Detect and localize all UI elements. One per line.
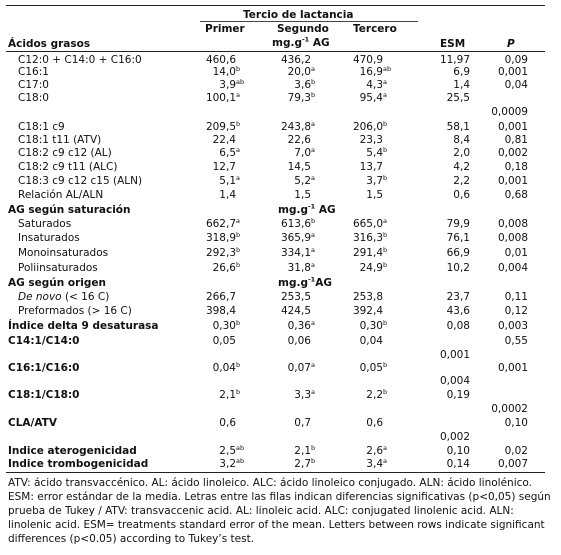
- idx-row-9-tercero: 2,6$^a$: [366, 443, 387, 457]
- row-3-segundo-value: 79,3: [287, 92, 311, 104]
- idx-row-7-p: 0,10: [504, 417, 528, 429]
- section-origen-unit-sup: -1: [307, 275, 316, 284]
- sat-row-0-segundo-value: 613,6: [280, 218, 311, 230]
- row-1-label: C16:1: [18, 66, 49, 78]
- row-3-tercero-value: 95,4: [359, 92, 383, 104]
- row-5-tercero-value: 206,0: [352, 121, 383, 133]
- idx-row-4-esm: 0,004: [439, 375, 470, 387]
- idx-row-10-segundo: 2,7$^b$: [294, 456, 316, 470]
- row-5-segundo: 243,8$^a$: [280, 119, 315, 133]
- idx-row-7-segundo: [294, 417, 320, 429]
- row-1-segundo-value: 20,0: [287, 66, 311, 78]
- row-5-tercero: 206,0$^b$: [352, 119, 388, 133]
- idx-row-7-primer-value: 0,6: [219, 417, 236, 429]
- section-origen-unit: [278, 277, 332, 289]
- row-8-primer: [213, 161, 245, 173]
- idx-row-5-tercero-value: 2,2: [366, 389, 383, 401]
- row-6-segundo: [288, 134, 320, 146]
- row-5-esm: 58,1: [446, 121, 470, 133]
- idx-row-5-primer-value: 2,1: [219, 389, 236, 401]
- row-5-segundo-value: 243,8: [280, 121, 311, 133]
- table-top-rule: [6, 5, 545, 6]
- row-10-esm: 0,6: [453, 189, 470, 201]
- idx-row-0-p: 0,003: [497, 320, 528, 332]
- idx-row-3-tercero: 0,05$^b$: [359, 360, 388, 374]
- idx-row-3-segundo: 0,07$^a$: [287, 360, 315, 374]
- sat-row-3-tercero-value: 24,9: [359, 262, 383, 274]
- ori-row-0-label-italic: De novo: [18, 291, 62, 303]
- row-0-tercero-value: 470,9: [352, 54, 383, 66]
- ori-row-0-p: 0,11: [504, 291, 528, 303]
- row-9-tercero: 3,7$^b$: [366, 173, 388, 187]
- col-unit-sup: -1: [301, 35, 310, 44]
- idx-row-5-esm: 0,19: [446, 389, 470, 401]
- idx-row-1-tercero-value: 0,04: [359, 335, 383, 347]
- idx-row-9-label: Indice aterogenicidad: [8, 445, 137, 457]
- idx-row-1-p: 0,55: [504, 335, 528, 347]
- idx-row-10-esm: 0,14: [446, 458, 470, 470]
- sat-row-3-primer: 26,6$^b$: [212, 260, 241, 274]
- col-unit-tail: AG: [309, 37, 330, 49]
- row-8-label: C18:2 c9 t11 (ALC): [18, 161, 118, 173]
- ori-row-1-label-tail: Preformados (> 16 C): [18, 305, 132, 317]
- col-unit: [272, 37, 330, 49]
- row-2-esm: 1,4: [453, 79, 470, 91]
- idx-row-1-primer-value: 0,05: [212, 335, 236, 347]
- sat-row-2-label: Monoinsaturados: [18, 247, 109, 259]
- ori-row-0-tercero: [353, 291, 392, 303]
- idx-row-9-segundo-value: 2,1: [294, 445, 311, 457]
- row-7-primer-value: 6,5: [219, 147, 236, 159]
- row-5-primer-value: 209,5: [205, 121, 236, 133]
- idx-row-7-label: CLA/ATV: [8, 417, 57, 429]
- col-primer: Primer: [205, 23, 245, 35]
- idx-row-3-p: 0,001: [497, 362, 528, 374]
- idx-row-9-p: 0,02: [504, 445, 528, 457]
- sat-row-3-tercero: 24,9$^b$: [359, 260, 388, 274]
- sat-row-0-p: 0,008: [497, 218, 528, 230]
- sat-row-2-tercero: 291,4$^b$: [352, 245, 388, 259]
- sat-row-0-label: Saturados: [18, 218, 72, 230]
- row-3-primer: 100,1$^a$: [205, 90, 240, 104]
- ori-row-1-segundo-value: 424,5: [280, 305, 311, 317]
- row-8-segundo-value: 14,5: [287, 161, 311, 173]
- section-saturacion-unit: [278, 204, 336, 216]
- sat-row-3-primer-value: 26,6: [212, 262, 236, 274]
- row-1-primer: 14,0$^b$: [212, 64, 241, 78]
- ori-row-1-label: [18, 305, 132, 317]
- row-7-esm: 2,0: [453, 147, 470, 159]
- idx-row-0-label: Índice delta 9 desaturasa: [8, 320, 159, 332]
- col-p: P: [507, 38, 515, 50]
- ori-row-0-segundo-value: 253,5: [280, 291, 311, 303]
- row-8-esm: 4,2: [453, 161, 470, 173]
- row-2-p: 0,04: [504, 79, 528, 91]
- sat-row-2-tercero-value: 291,4: [352, 247, 383, 259]
- section-saturacion-unit-base: mg.g: [278, 204, 308, 216]
- idx-row-10-label: Indice trombogenicidad: [8, 458, 149, 470]
- row-7-p: 0,002: [497, 147, 528, 159]
- idx-row-0-tercero-value: 0,30: [359, 320, 383, 332]
- idx-row-6-p: 0,0002: [491, 403, 528, 415]
- row-10-segundo: [294, 189, 320, 201]
- row-6-primer-value: 22,4: [212, 134, 236, 146]
- row-1-tercero: 16,9$^{ab}$: [359, 64, 392, 78]
- row-2-segundo-value: 3,6: [294, 79, 311, 91]
- idx-row-0-tercero: 0,30$^b$: [359, 318, 388, 332]
- ori-row-0-tercero-value: 253,8: [352, 291, 383, 303]
- row-6-tercero: [360, 134, 392, 146]
- ori-row-1-p: 0,12: [504, 305, 528, 317]
- row-1-segundo: 20,0$^a$: [287, 64, 315, 78]
- sat-row-1-tercero-value: 316,3: [352, 232, 383, 244]
- row-4-p: 0,0009: [491, 106, 528, 118]
- col-esm: ESM: [440, 38, 466, 50]
- row-8-tercero: [360, 161, 392, 173]
- sat-row-2-primer: 292,3$^b$: [205, 245, 241, 259]
- row-0-label: C12:0 + C14:0 + C16:0: [18, 54, 142, 66]
- idx-row-9-esm: 0,10: [446, 445, 470, 457]
- idx-row-3-tercero-value: 0,05: [359, 362, 383, 374]
- idx-row-10-segundo-value: 2,7: [294, 458, 311, 470]
- row-6-label: C18:1 t11 (ATV): [18, 134, 102, 146]
- ori-row-0-primer-value: 266,7: [205, 291, 236, 303]
- row-7-label: C18:2 c9 c12 (AL): [18, 147, 112, 159]
- idx-row-9-primer-value: 2,5: [219, 445, 236, 457]
- row-6-esm: 8,4: [453, 134, 470, 146]
- row-9-segundo-value: 5,2: [294, 175, 311, 187]
- row-8-p: 0,18: [504, 161, 528, 173]
- sat-row-2-esm: 66,9: [446, 247, 470, 259]
- col-segundo: Segundo: [277, 23, 329, 35]
- section-saturacion-label: AG según saturación: [8, 204, 131, 216]
- ori-row-0-label: [18, 291, 109, 303]
- ori-row-0-primer: [206, 291, 245, 303]
- row-2-segundo: 3,6$^b$: [294, 77, 316, 91]
- row-10-segundo-value: 1,5: [294, 189, 311, 201]
- row-9-segundo: 5,2$^a$: [294, 173, 315, 187]
- sat-row-1-segundo: 365,9$^a$: [280, 230, 315, 244]
- row-5-p: 0,001: [497, 121, 528, 133]
- sat-row-1-label: Insaturados: [18, 232, 80, 244]
- section-origen-unit-tail: AG: [315, 277, 332, 289]
- sat-row-3-segundo-value: 31,8: [287, 262, 311, 274]
- sat-row-0-tercero-value: 665,0: [352, 218, 383, 230]
- row-10-p: 0,68: [504, 189, 528, 201]
- section-origen-label: AG según origen: [8, 277, 106, 289]
- row-3-primer-value: 100,1: [205, 92, 236, 104]
- group-title: Tercio de lactancia: [243, 9, 354, 21]
- idx-row-7-primer: [219, 417, 245, 429]
- idx-row-2-esm: 0,001: [439, 349, 470, 361]
- sat-row-2-segundo: 334,1$^a$: [280, 245, 315, 259]
- row-2-primer: 3,9$^{ab}$: [219, 77, 245, 91]
- idx-row-10-p: 0,007: [497, 458, 528, 470]
- ori-row-1-segundo: [281, 305, 320, 317]
- idx-row-8-esm: 0,002: [439, 431, 470, 443]
- row-6-segundo-value: 22,6: [287, 134, 311, 146]
- sat-row-3-segundo: 31,8$^a$: [287, 260, 315, 274]
- idx-row-0-primer-value: 0,30: [212, 320, 236, 332]
- idx-row-5-label: C18:1/C18:0: [8, 389, 80, 401]
- idx-row-9-primer: 2,5$^{ab}$: [219, 443, 245, 457]
- idx-row-10-primer: 3,2$^{ab}$: [219, 456, 245, 470]
- row-2-label: C17:0: [18, 79, 49, 91]
- idx-row-10-primer-value: 3,2: [219, 458, 236, 470]
- row-0-segundo-value: 436,2: [280, 54, 311, 66]
- row-7-segundo-value: 7,0: [294, 147, 311, 159]
- idx-row-1-segundo-value: 0,06: [287, 335, 311, 347]
- row-9-label: C18:3 c9 c12 c15 (ALN): [18, 175, 143, 187]
- idx-row-1-segundo: [288, 335, 320, 347]
- col-tercero: Tercero: [353, 23, 397, 35]
- row-9-primer-value: 5,1: [219, 175, 236, 187]
- sat-row-3-p: 0,004: [497, 262, 528, 274]
- row-10-primer: [219, 189, 245, 201]
- ori-row-0-segundo: [281, 291, 320, 303]
- idx-row-9-segundo: 2,1$^b$: [294, 443, 316, 457]
- ori-row-1-primer-value: 398,4: [205, 305, 236, 317]
- idx-row-7-segundo-value: 0,7: [294, 417, 311, 429]
- row-10-primer-value: 1,4: [219, 189, 236, 201]
- section-origen-unit-base: mg.g: [278, 277, 308, 289]
- sat-row-0-tercero: 665,0$^a$: [352, 216, 387, 230]
- sat-row-1-segundo-value: 365,9: [280, 232, 311, 244]
- row-9-tercero-value: 3,7: [366, 175, 383, 187]
- row-5-primer: 209,5$^b$: [205, 119, 241, 133]
- idx-row-5-tercero: 2,2$^b$: [366, 387, 388, 401]
- idx-row-3-primer: 0,04$^b$: [212, 360, 241, 374]
- row-7-primer: 6,5$^a$: [219, 145, 240, 159]
- idx-row-10-tercero: 3,4$^a$: [366, 456, 387, 470]
- row-8-tercero-value: 13,7: [359, 161, 383, 173]
- idx-row-1-tercero: [360, 335, 392, 347]
- sat-row-2-p: 0,01: [504, 247, 528, 259]
- row-8-segundo: [288, 161, 320, 173]
- row-2-tercero: 4,3$^a$: [366, 77, 387, 91]
- ori-row-1-tercero: [353, 305, 392, 317]
- table-bottom-rule: [6, 472, 545, 473]
- sat-row-0-primer: 662,7$^a$: [205, 216, 240, 230]
- row-10-tercero-value: 1,5: [366, 189, 383, 201]
- idx-row-3-label: C16:1/C16:0: [8, 362, 80, 374]
- sat-row-1-primer: 318,9$^b$: [205, 230, 241, 244]
- row-3-label: C18:0: [18, 92, 49, 104]
- ori-row-0-label-tail: (< 16 C): [61, 291, 110, 303]
- row-0-p: 0,09: [504, 54, 528, 66]
- row-6-primer: [213, 134, 245, 146]
- row-9-p: 0,001: [497, 175, 528, 187]
- sat-row-0-primer-value: 662,7: [205, 218, 236, 230]
- idx-row-9-tercero-value: 2,6: [366, 445, 383, 457]
- idx-row-5-segundo: 3,3$^a$: [294, 387, 315, 401]
- row-2-primer-value: 3,9: [219, 79, 236, 91]
- sat-row-0-esm: 79,9: [446, 218, 470, 230]
- row-3-segundo: 79,3$^b$: [287, 90, 316, 104]
- table-footnote: ATV: ácido transvaccénico. AL: ácido linoleico. ALC: ácido linoleico conjugado. ALN: ácido linolénico. ESM: error estándar de la media. Letras entre las filas indican diferencias significativas (p<0,05) según prueba de Tukey / ATV: transvaccenic acid. AL: linoleic acid. ALC: conjugated linolenic acid. ALN: linolenic acid. ESM= treatments standard error of the mean. Letters between rows indicate significant differences (p<0.05) according to Tukey’s test.: [8, 477, 551, 545]
- sat-row-1-primer-value: 318,9: [205, 232, 236, 244]
- sat-row-2-primer-value: 292,3: [205, 247, 236, 259]
- sat-row-1-tercero: 316,3$^b$: [352, 230, 388, 244]
- idx-row-10-tercero-value: 3,4: [366, 458, 383, 470]
- idx-row-1-label: C14:1/C14:0: [8, 335, 80, 347]
- row-6-p: 0,81: [504, 134, 528, 146]
- row-8-primer-value: 12,7: [212, 161, 236, 173]
- col-unit-base: mg.g: [272, 37, 302, 49]
- sat-row-3-label: Poliinsaturados: [18, 262, 98, 274]
- sat-row-0-segundo: 613,6$^b$: [280, 216, 316, 230]
- row-7-segundo: 7,0$^a$: [294, 145, 315, 159]
- ori-row-1-primer: [206, 305, 245, 317]
- ori-row-1-esm: 43,6: [446, 305, 470, 317]
- sat-row-1-esm: 76,1: [446, 232, 470, 244]
- idx-row-7-tercero: [366, 417, 392, 429]
- idx-row-5-segundo-value: 3,3: [294, 389, 311, 401]
- sat-row-3-esm: 10,2: [446, 262, 470, 274]
- idx-row-0-segundo-value: 0,36: [287, 320, 311, 332]
- row-1-tercero-value: 16,9: [359, 66, 383, 78]
- row-10-tercero: [366, 189, 392, 201]
- group-title-underline: [200, 21, 418, 22]
- ori-row-0-esm: 23,7: [446, 291, 470, 303]
- row-1-esm: 6,9: [453, 66, 470, 78]
- section-saturacion-unit-tail: AG: [315, 204, 336, 216]
- idx-row-0-segundo: 0,36$^a$: [287, 318, 315, 332]
- idx-row-3-primer-value: 0,04: [212, 362, 236, 374]
- row-7-tercero: 5,4$^b$: [366, 145, 388, 159]
- row-9-primer: 5,1$^a$: [219, 173, 240, 187]
- sat-row-2-segundo-value: 334,1: [280, 247, 311, 259]
- row-10-label: Relación AL/ALN: [18, 189, 104, 201]
- row-3-esm: 25,5: [446, 92, 470, 104]
- row-9-esm: 2,2: [453, 175, 470, 187]
- idx-row-7-tercero-value: 0,6: [366, 417, 383, 429]
- header-bottom-rule: [6, 51, 545, 52]
- idx-row-1-primer: [213, 335, 245, 347]
- row-3-tercero: 95,4$^a$: [359, 90, 387, 104]
- row-1-p: 0,001: [497, 66, 528, 78]
- col-acidos-grasos: Ácidos grasos: [8, 38, 91, 50]
- row-0-esm: 11,97: [439, 54, 470, 66]
- sat-row-1-p: 0,008: [497, 232, 528, 244]
- row-5-label: C18:1 c9: [18, 121, 65, 133]
- idx-row-0-primer: 0,30$^b$: [212, 318, 241, 332]
- row-6-tercero-value: 23,3: [359, 134, 383, 146]
- row-2-tercero-value: 4,3: [366, 79, 383, 91]
- idx-row-3-segundo-value: 0,07: [287, 362, 311, 374]
- row-7-tercero-value: 5,4: [366, 147, 383, 159]
- idx-row-5-primer: 2,1$^b$: [219, 387, 241, 401]
- row-0-primer-value: 460,6: [205, 54, 236, 66]
- row-1-primer-value: 14,0: [212, 66, 236, 78]
- idx-row-0-esm: 0,08: [446, 320, 470, 332]
- section-saturacion-unit-sup: -1: [307, 202, 316, 211]
- ori-row-1-tercero-value: 392,4: [352, 305, 383, 317]
